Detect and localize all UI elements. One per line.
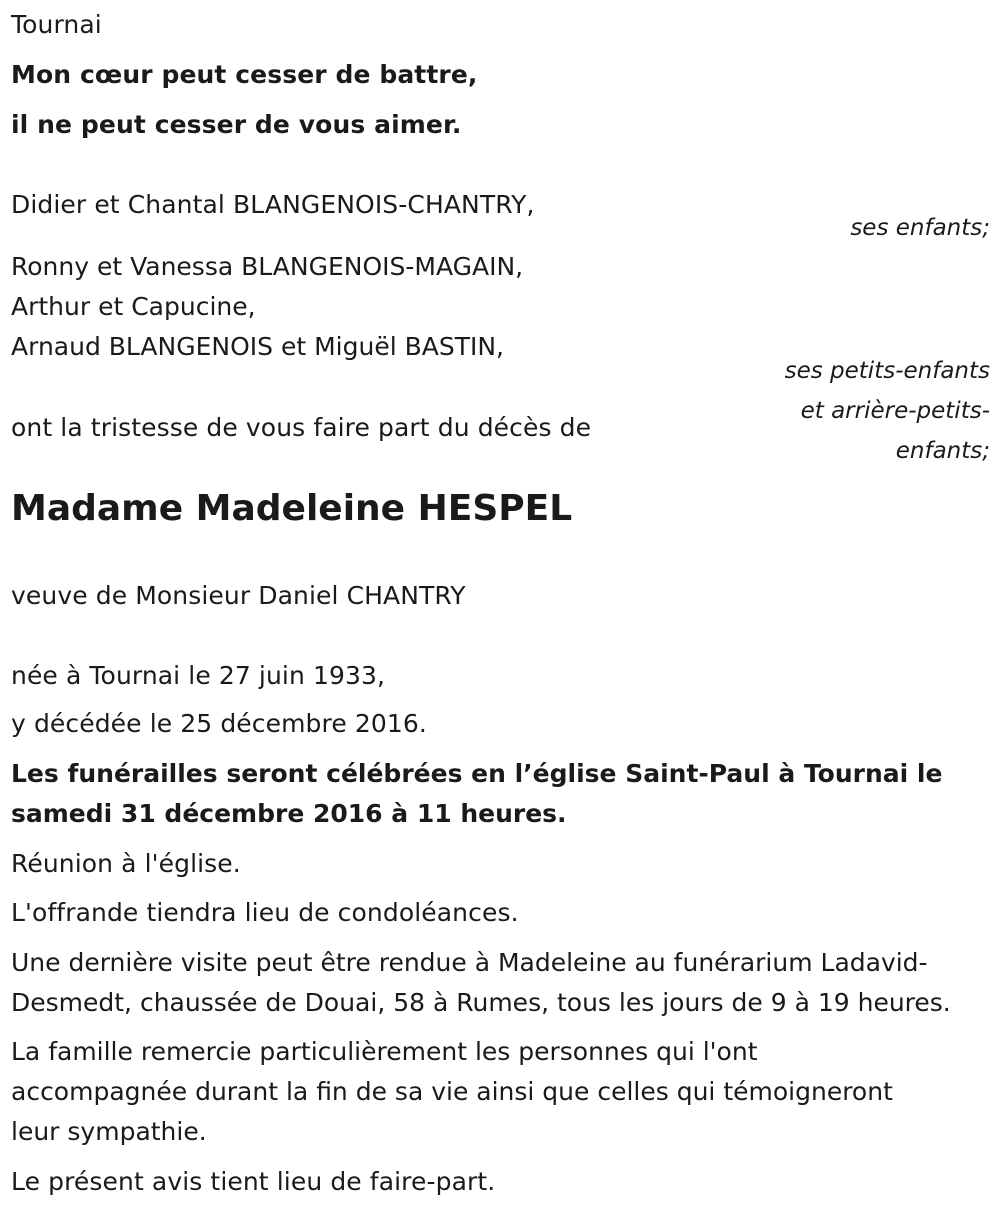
thanks-line: leur sympathie. — [11, 1117, 207, 1146]
thanks-line: accompagnée durant la fin de sa vie ainsi que celles qui témoigneront — [11, 1077, 893, 1106]
grandchildren-label — [785, 351, 990, 471]
funeral-info — [11, 754, 942, 834]
closing-note: Le présent avis tient lieu de faire-part. — [11, 1167, 496, 1196]
grandchildren-label-line: enfants; — [895, 438, 990, 464]
funeral-line: samedi 31 décembre 2016 à 11 heures. — [11, 799, 567, 828]
last-visit-info — [11, 943, 951, 1023]
verse-line-2: il ne peut cesser de vous aimer. — [11, 110, 462, 139]
grandchildren-line: Arthur et Capucine, — [11, 292, 256, 321]
grandchildren-list — [11, 247, 523, 367]
children-label: ses enfants; — [850, 215, 990, 241]
announcement-text: ont la tristesse de vous faire part du décès de — [11, 413, 592, 442]
last-visit-line: Une dernière visite peut être rendue à Madeleine au funérarium Ladavid- — [11, 948, 928, 977]
offering-info: L'offrande tiendra lieu de condoléances. — [11, 898, 519, 927]
location-heading: Tournai — [11, 10, 102, 39]
grandchildren-label-line: et arrière-petits- — [800, 398, 990, 424]
grandchildren-line: Arnaud BLANGENOIS et Miguël BASTIN, — [11, 332, 505, 361]
birth-info: née à Tournai le 27 juin 1933, — [11, 661, 386, 690]
grandchildren-line: Ronny et Vanessa BLANGENOIS-MAGAIN, — [11, 252, 524, 281]
verse-line-1: Mon cœur peut cesser de battre, — [11, 60, 478, 89]
deceased-name: Madame Madeleine HESPEL — [11, 488, 573, 529]
children-names: Didier et Chantal BLANGENOIS-CHANTRY, — [11, 190, 535, 219]
widow-of: veuve de Monsieur Daniel CHANTRY — [11, 581, 466, 610]
meeting-info: Réunion à l'église. — [11, 849, 241, 878]
grandchildren-label-line: ses petits-enfants — [784, 358, 990, 384]
thanks-info — [11, 1032, 893, 1152]
thanks-line: La famille remercie particulièrement les personnes qui l'ont — [11, 1037, 758, 1066]
funeral-line: Les funérailles seront célébrées en l’église Saint-Paul à Tournai le — [11, 759, 943, 788]
death-info: y décédée le 25 décembre 2016. — [11, 709, 427, 738]
last-visit-line: Desmedt, chaussée de Douai, 58 à Rumes, tous les jours de 9 à 19 heures. — [11, 988, 951, 1017]
